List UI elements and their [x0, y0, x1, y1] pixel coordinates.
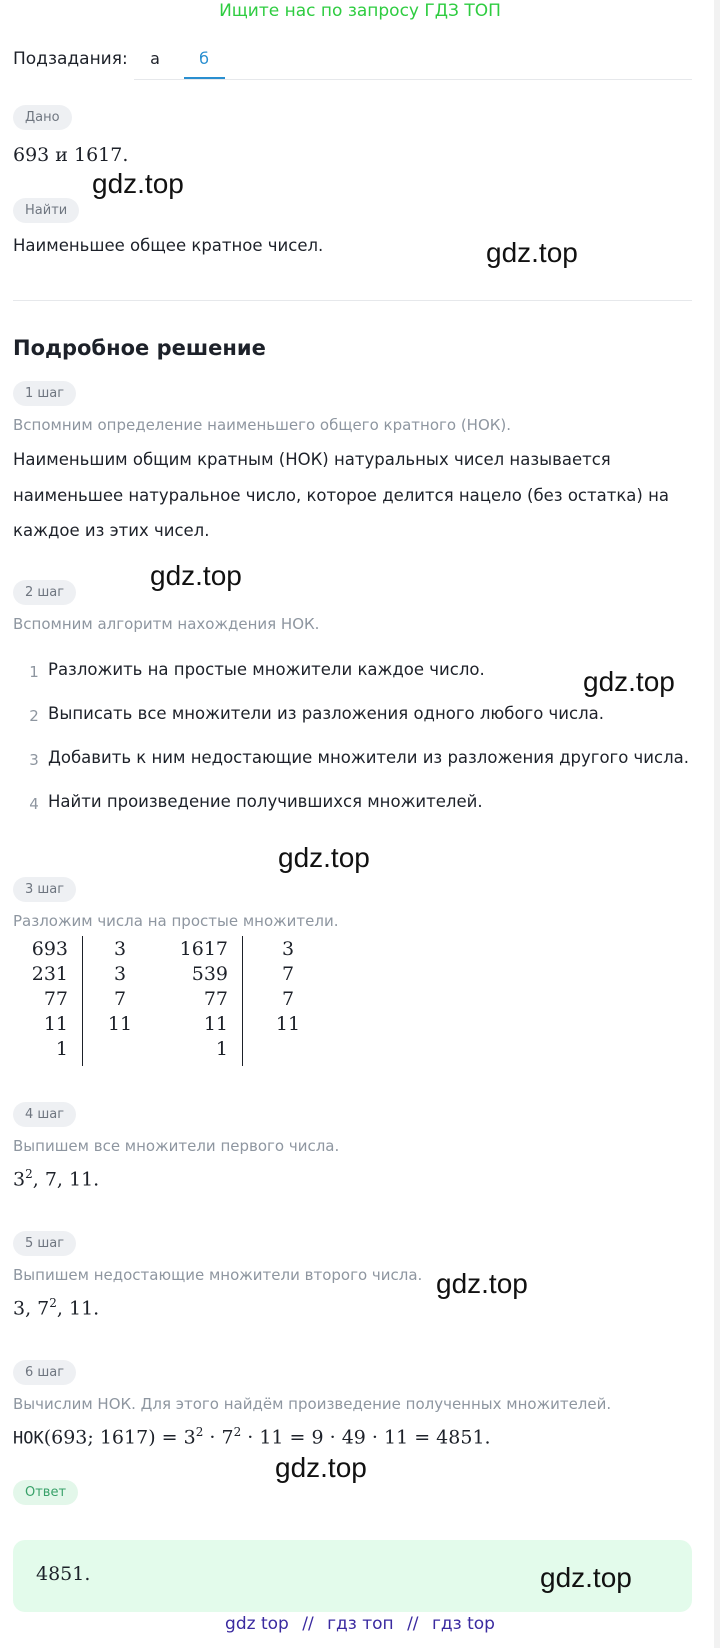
tabs-divider: [134, 79, 692, 80]
factor-number: 77: [203, 988, 228, 1010]
factor-number: 231: [31, 963, 68, 985]
footer-links: [0, 1614, 720, 1644]
step-6-formula: НОК(693; $1617) = 3^2 \cdot 7^2 \cdot 11 = 9 \cdot 49 \cdot 11 = 4851$.: [13, 1425, 491, 1449]
step-4-badge: 4 шаг: [13, 1102, 76, 1127]
find-text: Наименьшее общее кратное чисел.: [13, 236, 324, 255]
divider-bar: [242, 936, 243, 1066]
scrollbar[interactable]: [714, 0, 720, 1648]
factor-prime: 11: [107, 1013, 133, 1035]
list-item: Найти произведение получившихся множителей.: [48, 792, 483, 811]
step-1-line-2: наименьшее натуральное число, которое делится нацело (без остатка) на: [13, 486, 669, 505]
factor-number: 539: [191, 963, 228, 985]
given-badge: Дано: [13, 105, 72, 130]
factor-number: 1617: [179, 938, 228, 960]
answer-badge: Ответ: [13, 1480, 78, 1505]
factor-prime: 3: [113, 938, 127, 960]
factor-number: 1: [55, 1038, 68, 1060]
watermark: gdz.top: [278, 842, 370, 873]
step-5-hint: Выпишем недостающие множители второго числа.: [13, 1266, 423, 1284]
factor-number: 11: [203, 1013, 228, 1035]
step-6-hint: Вычислим НОК. Для этого найдём произведение полученных множителей.: [13, 1395, 612, 1413]
factor-number: 11: [43, 1013, 68, 1035]
tab-a[interactable]: а: [150, 49, 160, 68]
factor-number: 693: [31, 938, 68, 960]
step-5-badge: 5 шаг: [13, 1231, 76, 1256]
list-item-number: 4: [29, 795, 39, 813]
factor-number: 1: [215, 1038, 228, 1060]
watermark: gdz.top: [92, 168, 184, 199]
step-1-line-3: каждое из этих чисел.: [13, 521, 210, 540]
watermark: gdz.top: [436, 1268, 528, 1299]
step-6-badge: 6 шаг: [13, 1360, 76, 1385]
step-2-hint: Вспомним алгоритм нахождения НОК.: [13, 615, 320, 633]
watermark: gdz.top: [150, 560, 242, 591]
watermark: gdz.top: [540, 1562, 632, 1593]
active-tab-indicator: [184, 77, 225, 79]
list-item-number: 1: [29, 663, 39, 681]
step-2-badge: 2 шаг: [13, 580, 76, 605]
step-4-result: $3^2$, 7, 11.: [13, 1167, 100, 1191]
factor-prime: 3: [281, 938, 295, 960]
step-4-hint: Выпишем все множители первого числа.: [13, 1137, 340, 1155]
step-5-result: 3, $7^2$, 11.: [13, 1296, 100, 1320]
factor-prime: 11: [275, 1013, 301, 1035]
step-3-hint: Разложим числа на простые множители.: [13, 912, 339, 930]
factor-prime: 7: [281, 963, 295, 985]
answer-value: 4851.: [36, 1563, 91, 1585]
step-1-badge: 1 шаг: [13, 381, 76, 406]
search-banner: Ищите нас по запросу ГДЗ ТОП: [219, 1, 501, 21]
divider-bar: [82, 936, 83, 1066]
footer-link[interactable]: gdz top: [225, 1614, 289, 1634]
list-item: Выписать все множители из разложения одного любого числа.: [48, 704, 605, 723]
subtasks-label: Подзадания:: [13, 49, 128, 69]
factor-prime: 7: [281, 988, 295, 1010]
factor-prime: 3: [113, 963, 127, 985]
given-value: 693 и 1617.: [13, 144, 129, 166]
find-badge: Найти: [13, 198, 79, 223]
watermark: gdz.top: [275, 1452, 367, 1483]
watermark: gdz.top: [486, 237, 578, 268]
list-item-number: 3: [29, 751, 39, 769]
list-item: Разложить на простые множители каждое число.: [48, 660, 485, 679]
footer-link[interactable]: гдз топ: [327, 1614, 394, 1634]
factorization-tables: [0, 936, 340, 1071]
step-3-badge: 3 шаг: [13, 877, 76, 902]
footer-separator: //: [407, 1614, 419, 1634]
list-item-number: 2: [29, 707, 39, 725]
footer-separator: //: [302, 1614, 314, 1634]
footer-link[interactable]: гдз top: [431, 1614, 495, 1634]
solution-title: Подробное решение: [13, 336, 266, 360]
factor-number: 77: [43, 988, 68, 1010]
watermark: gdz.top: [583, 666, 675, 697]
factor-prime: 7: [113, 988, 127, 1010]
section-divider: [13, 300, 692, 301]
tab-b[interactable]: б: [199, 49, 209, 68]
step-1-hint: Вспомним определение наименьшего общего кратного (НОК).: [13, 416, 512, 434]
list-item: Добавить к ним недостающие множители из разложения другого числа.: [48, 748, 690, 767]
step-1-line-1: Наименьшим общим кратным (НОК) натуральных чисел называется: [13, 450, 611, 469]
